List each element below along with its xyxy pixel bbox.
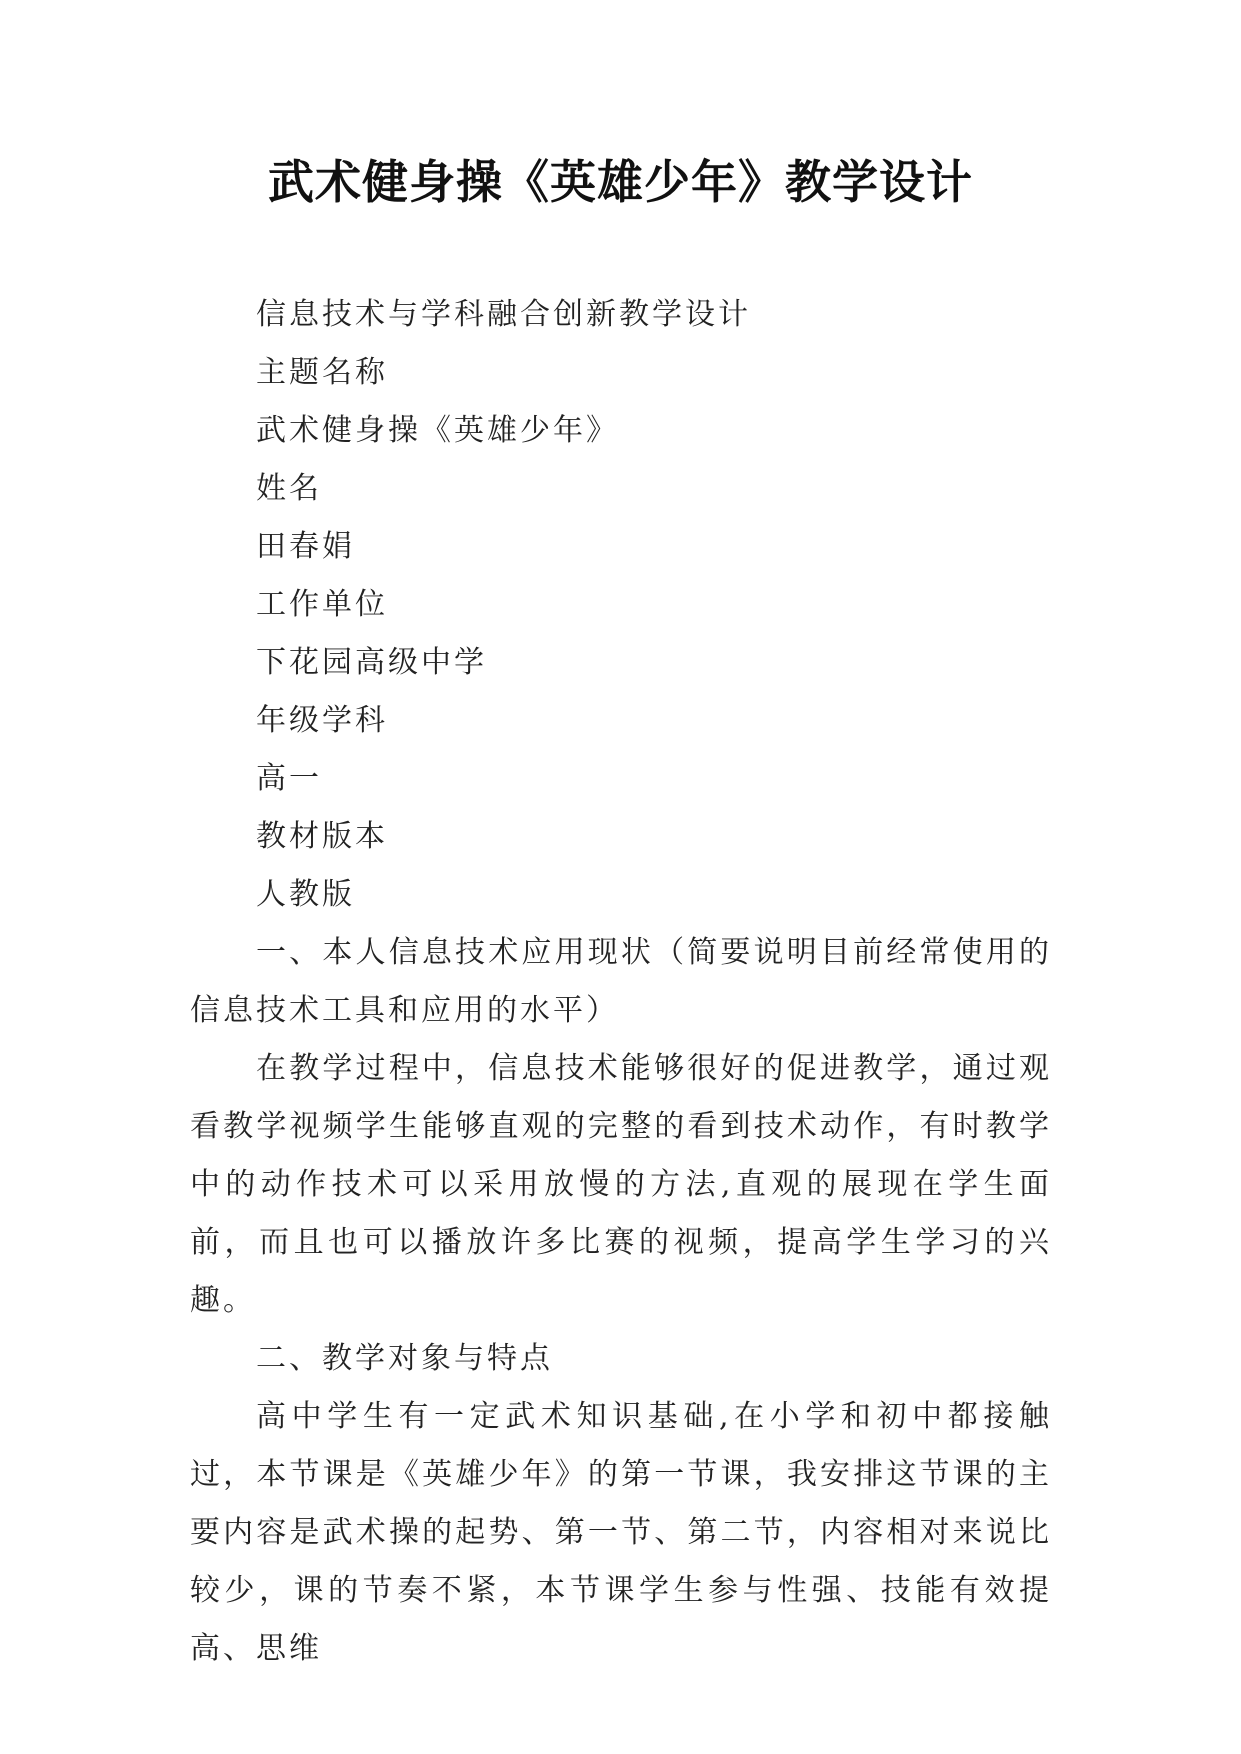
paragraph-grade-label: 年级学科 [256,703,388,738]
paragraph-students: 高中学生有一定武术知识基础,在小学和初中都接触过，本节课是《英雄少年》的第一节课，我安排这节课的主要内容是武术操的起势、第一节、第二节，内容相对来说比较少，课的节奏不紧，本节课学生参与性强、技能有效提高、思维 [190,1399,1052,1666]
paragraph-workplace-label: 工作单位 [256,587,388,622]
paragraph-edition-label: 教材版本 [256,819,388,854]
document-body [190,286,1052,1678]
section-heading-students: 二、教学对象与特点 [256,1341,553,1376]
paragraph-topic-value: 武术健身操《英雄少年》 [256,413,619,448]
paragraph-topic-label: 主题名称 [256,355,388,390]
section-heading-tech-status: 一、本人信息技术应用现状（简要说明目前经常使用的信息技术工具和应用的水平） [190,935,1052,1028]
document-title: 武术健身操《英雄少年》教学设计 [268,155,973,209]
paragraph-edition-value: 人教版 [256,877,355,912]
paragraph-tech-status: 在教学过程中，信息技术能够很好的促进教学，通过观看教学视频学生能够直观的完整的看到技术动作，有时教学中的动作技术可以采用放慢的方法,直观的展现在学生面前，而且也可以播放许多比赛的视频，提高学生学习的兴趣。 [190,1051,1052,1318]
paragraph-workplace-value: 下花园高级中学 [256,645,487,680]
paragraph-name-label: 姓名 [256,471,322,506]
paragraph-name-value: 田春娟 [256,529,355,564]
paragraph-grade-value: 高一 [256,761,322,796]
paragraph-design-type: 信息技术与学科融合创新教学设计 [256,297,751,332]
